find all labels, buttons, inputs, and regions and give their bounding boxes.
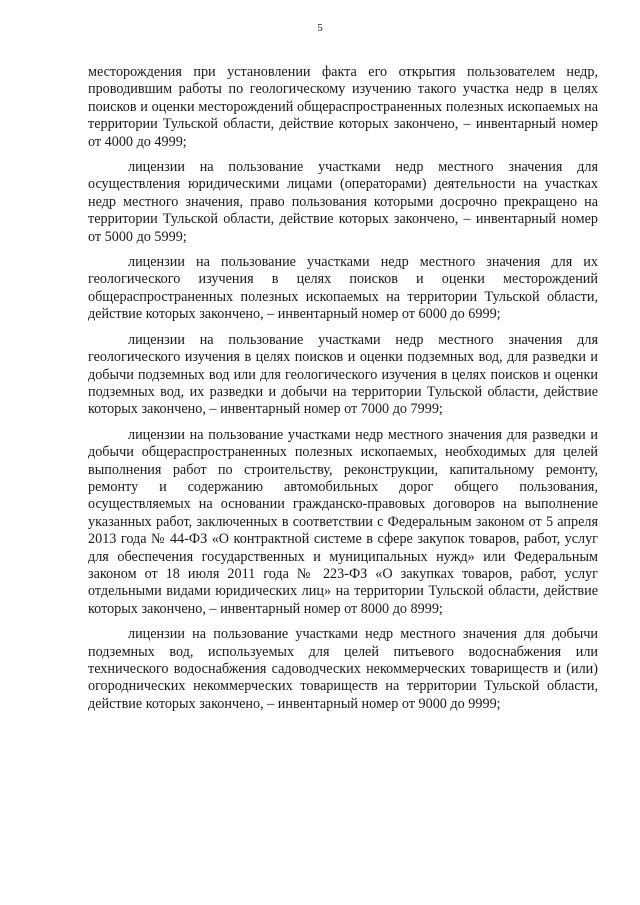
- page-number: 5: [317, 22, 323, 34]
- paragraph-licenses-8000: лицензии на пользование участками недр местного значения для разведки и добычи общераспространенных полезных ископаемых, необходимых для целей выполнения работ по строительству, реконструкции, капитальному ремонту, ремонту и содержанию автомобильных дорог общего пользования, осуществляемых на основании гражданско-правовых договоров на выполнение указанных работ, заключенных в соответствии с Федеральным законом от 5 апреля 2013 года № 44-ФЗ «О контрактной системе в сфере закупок товаров, работ, услуг для обеспечения государственных и муниципальных нужд» или Федеральным законом от 18 июля 2011 года № 223-ФЗ «О закупках товаров, работ, услуг отдельными видами юридических лиц» на территории Тульской области, действие которых закончено, – инвентарный номер от 8000 до 8999;: [88, 426, 598, 617]
- paragraph-licenses-5000: лицензии на пользование участками недр местного значения для осуществления юридическими лицами (операторами) деятельности на участках недр местного значения, право пользования которыми досрочно прекращено на территории Тульской области, действие которых закончено, – инвентарный номер от 5000 до 5999;: [88, 159, 598, 245]
- paragraph-continuation: месторождения при установлении факта его открытия пользователем недр, проводившим работы по геологическому изучению такого участка недр в целях поисков и оценки месторождений общераспространенных полезных ископаемых на территории Тульской области, действие которых закончено, – инвентарный номер от 4000 до 4999;: [88, 64, 598, 150]
- document-body: [88, 64, 598, 721]
- paragraph-licenses-7000: лицензии на пользование участками недр местного значения для геологического изучения в целях поисков и оценки подземных вод, для разведки и добычи подземных вод или для геологического изучения в целях поисков и оценки подземных вод, их разведки и добычи на территории Тульской области, действие которых закончено, – инвентарный номер от 7000 до 7999;: [88, 331, 598, 418]
- paragraph-licenses-9000: лицензии на пользование участками недр местного значения для добычи подземных вод, используемых для целей питьевого водоснабжения или технического водоснабжения садоводческих некоммерческих товариществ и (или) огороднических некоммерческих товариществ на территории Тульской области, действие которых закончено, – инвентарный номер от 9000 до 9999;: [88, 626, 598, 712]
- paragraph-licenses-6000: лицензии на пользование участками недр местного значения для их геологического изучения в целях поисков и оценки месторождений общераспространенных полезных ископаемых на территории Тульской области, действие которых закончено, – инвентарный номер от 6000 до 6999;: [88, 254, 598, 323]
